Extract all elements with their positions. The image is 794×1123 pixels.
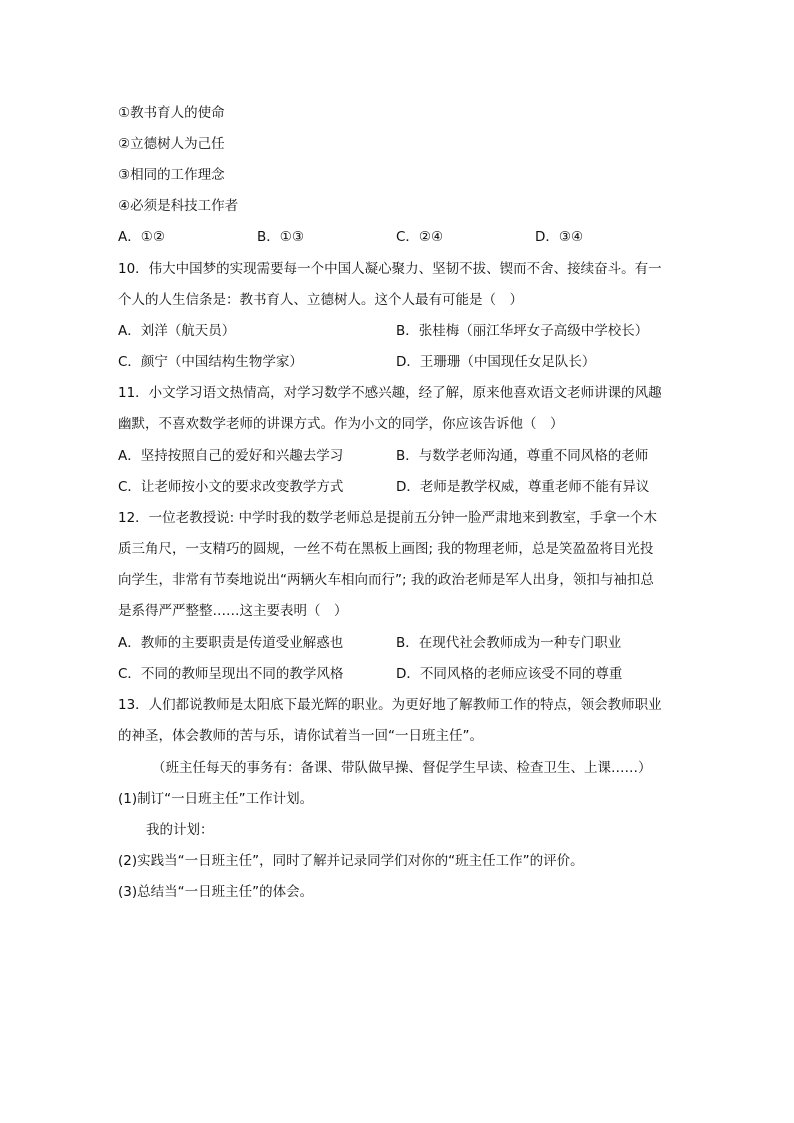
- q10-option-a: A．刘洋（航天员）: [118, 323, 236, 339]
- q12-option-d: D．不同风格的老师应该受不同的尊重: [396, 666, 623, 682]
- q11-option-b: B．与数学老师沟通，尊重不同风格的老师: [396, 448, 649, 464]
- q11-option-d: D．老师是教学权威，尊重老师不能有异议: [396, 479, 650, 495]
- q11-stem-line-2: 幽默，不喜欢数学老师的讲课方式。作为小文的同学，你应该告诉他（ ）: [118, 416, 564, 432]
- q13-plan-label: 我的计划：: [146, 822, 214, 838]
- q9-option-b: B．①③: [257, 229, 304, 245]
- q9-statement-4: ④必须是科技工作者: [118, 198, 239, 214]
- q12-stem-line-2: 质三角尺，一支精巧的圆规，一丝不苟在黑板上画图; 我的物理老师，总是笑盈盈将目光投: [118, 541, 654, 557]
- q12-stem-line-3: 向学生，非常有节奏地说出“两辆火车相向而行”; 我的政治老师是军人出身，领扣与袖扣总: [118, 572, 654, 588]
- q13-stem-line-1: 13．人们都说教师是太阳底下最光辉的职业。为更好地了解教师工作的特点，领会教师职业: [118, 697, 662, 713]
- q13-sub-question-2: (2)实践当“一日班主任”，同时了解并记录同学们对你的“班主任工作”的评价。: [118, 853, 584, 869]
- q12-stem-line-1: 12．一位老教授说: 中学时我的数学老师总是提前五分钟一脸严肃地来到教室，手拿一个木: [118, 510, 658, 526]
- q11-option-c: C．让老师按小文的要求改变教学方式: [118, 479, 344, 495]
- q9-statement-1: ①教书育人的使命: [118, 105, 225, 121]
- q9-option-a: A．①②: [118, 229, 165, 245]
- q13-sub-question-3: (3)总结当“一日班主任”的体会。: [118, 884, 314, 900]
- q12-option-a: A．教师的主要职责是传道受业解惑也: [118, 635, 344, 651]
- q13-note: （班主任每天的事务有：备课、带队做早操、督促学生早读、检查卫生、上课……）: [152, 760, 652, 776]
- q10-stem-line-2: 个人的人生信条是：教书育人、立德树人。这个人最有可能是（ ）: [118, 292, 523, 308]
- q11-option-a: A．坚持按照自己的爱好和兴趣去学习: [118, 448, 344, 464]
- q10-option-c: C．颜宁（中国结构生物学家）: [118, 354, 303, 370]
- q13-stem-line-2: 的神圣，体会教师的苦与乐，请你试着当一回“一日班主任”。: [118, 728, 483, 744]
- q12-option-c: C．不同的教师呈现出不同的教学风格: [118, 666, 344, 682]
- q9-statement-2: ②立德树人为己任: [118, 136, 225, 152]
- q13-sub-question-1: (1)制订“一日班主任”工作计划。: [118, 791, 314, 807]
- q9-option-d: D．③④: [535, 229, 584, 245]
- q9-option-c: C．②④: [396, 229, 444, 245]
- q10-option-b: B．张桂梅（丽江华坪女子高级中学校长）: [396, 323, 649, 339]
- q12-option-b: B．在现代社会教师成为一种专门职业: [396, 635, 622, 651]
- q11-stem-line-1: 11．小文学习语文热情高，对学习数学不感兴趣，经了解，原来他喜欢语文老师讲课的风趣: [118, 385, 662, 401]
- q12-stem-line-4: 是系得严严整整……这主要表明（ ）: [118, 603, 348, 619]
- q9-statement-3: ③相同的工作理念: [118, 167, 225, 183]
- q10-option-d: D．王珊珊（中国现任女足队长）: [396, 354, 596, 370]
- q10-stem-line-1: 10．伟大中国梦的实现需要每一个中国人凝心聚力、坚韧不拔、锲而不舍、接续奋斗。有一: [118, 261, 662, 277]
